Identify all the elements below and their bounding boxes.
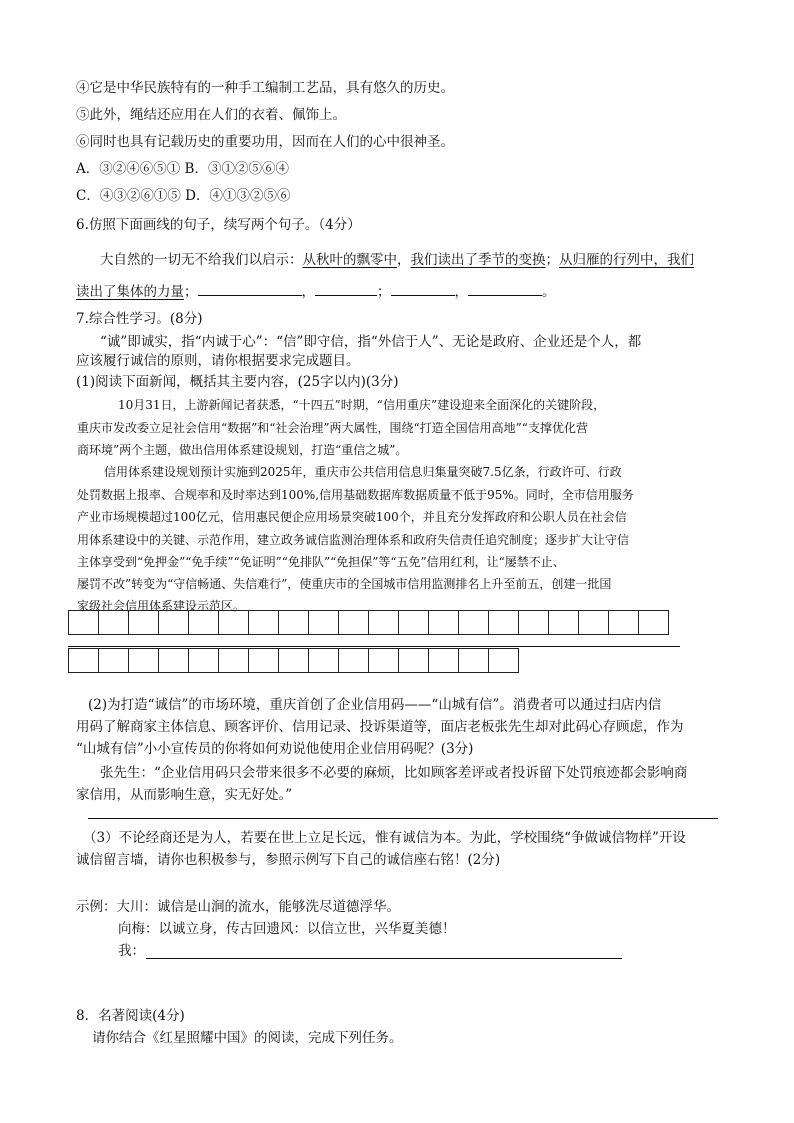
zhang-quote-1: 张先生：“企业信用码只会带来很多不必要的麻烦，比如顾客差评或者投诉留下处罚痕迹都会影响商: [100, 765, 688, 781]
q6-lead: 大自然的一切无不给我们以启示：: [100, 252, 303, 268]
answer-grid-row-2[interactable]: [68, 648, 519, 673]
q6-period: 。: [542, 284, 556, 300]
q7-sub2-line: “山城有信”小小宣传员的你将如何劝说他使用企业信用码呢？(3分): [76, 741, 474, 757]
my-motto-label: 我：: [118, 943, 145, 959]
news-line: 商环境”两个主题，做出信用体系建设规划，打造“重信之城”。: [77, 443, 408, 457]
news-line: 屡罚不改”转变为“守信畅通、失信难行”，使重庆市的全国城市信用监测排名上升至前五，创建一批国: [77, 577, 612, 591]
q7-intro-2: 应该履行诚信的原则，请你根据要求完成题目。: [76, 353, 360, 369]
q7-sub2-line: 用码了解商家主体信息、顾客评价、信用记录、投诉渠道等，面店老板张先生却对此码心存顾虑，作为: [76, 719, 684, 735]
answer-line-sub2[interactable]: [88, 818, 718, 819]
answer-blank-4[interactable]: [468, 283, 542, 296]
q6-underlined-4: 读出了集体的力量: [76, 284, 184, 300]
news-line: 家级社会信用体系建设示范区。: [77, 599, 246, 613]
news-line: 产业市场规模超过100亿元，信用惠民便企应用场景突破100个，并且充分发挥政府和公职人员在社会信: [77, 510, 627, 524]
example-2: 向梅：以诚立身，传古回遗风：以信立世，兴华夏美德！: [118, 921, 456, 937]
option-6: ⑥同时也具有记载历史的重要功用，因而在人们的心中很神圣。: [76, 134, 454, 150]
news-line: 主体享受到“免押金”“免手续”“免证明”“免排队”“免担保”等“五免”信用红利，让“屡禁不止、: [77, 555, 565, 569]
q7-sub1-title: (1)阅读下面新闻，概括其主要内容，(25字以内)(3分): [76, 374, 399, 390]
answer-blank-2[interactable]: [315, 283, 377, 296]
news-line: 用体系建设中的关键、示范作用，建立政务诚信监测治理体系和政府失信责任追究制度；逐步扩大让守信: [77, 533, 630, 547]
q6-comma-3: ，: [454, 284, 468, 300]
q6-comma-2: ，: [301, 284, 315, 300]
q6-underlined-3: 从归雁的行列中，我们: [559, 252, 694, 268]
option-4: ④它是中华民族特有的一种手工编制工艺品，具有悠久的历史。: [76, 80, 454, 96]
choice-c-d: C．④③②⑥①⑤ D．④①③②⑤⑥: [76, 188, 291, 204]
q8-instruction: 请你结合《红星照耀中国》的阅读，完成下列任务。: [92, 1030, 403, 1046]
q6-prompt-line-2: [76, 283, 556, 301]
q6-semicolon-3: ；: [377, 284, 391, 300]
zhang-quote-2: 家信用，从而影响生意，实无好处。”: [76, 787, 293, 803]
q6-semicolon-1: ；: [545, 252, 559, 268]
q6-underlined-1: 从秋叶的飘零中: [302, 252, 397, 268]
choice-a-b: A．③②④⑥⑤① B．③①②⑤⑥④: [76, 161, 289, 177]
news-line: 10月31日，上游新闻记者获悉，“十四五”时期，“信用重庆”建设迎来全面深化的关键阶段，: [118, 398, 606, 412]
q7-intro-1: “诚”即诚实，指“内诚于心”：“信”即守信，指“外信于人”、无论是政府、企业还是个人，都: [100, 334, 642, 350]
grid-divider: [68, 646, 680, 647]
q6-prompt-line-1: [100, 251, 694, 269]
q8-title: 8．名著阅读(4分): [76, 1008, 185, 1024]
q6-title: 6.仿照下面画线的句子，续写两个句子。（4分）: [76, 217, 361, 233]
q7-sub3-line-2: 诚信留言墙，请你也积极参与，参照示例写下自己的诚信座右铭！(2分): [76, 852, 501, 868]
news-line: 重庆市发改委立足社会信用“数据”和“社会治理”两大属性，围绕“打造全国信用高地”“支撑优化营: [77, 421, 588, 435]
example-1: 示例：大川：诚信是山涧的流水，能够洗尽道德浮华。: [76, 899, 400, 915]
q6-semicolon-2: ；: [184, 284, 198, 300]
q6-comma-1: ，: [397, 252, 411, 268]
news-line: 处罚数据上报率、合规率和及时率达到100%,信用基础数据库数据质量不低于95%。同时，全市信用服务: [77, 488, 634, 502]
answer-blank-1[interactable]: [198, 283, 302, 296]
q7-title: 7.综合性学习。(8分): [76, 311, 203, 327]
option-5: ⑤此外，绳结还应用在人们的衣着、佩饰上。: [76, 107, 346, 123]
q7-sub3-line-1: （3）不论经商还是为人，若要在世上立足长远，惟有诚信为本。为此，学校围绕“争做诚信物样”开设: [83, 830, 686, 846]
answer-blank-3[interactable]: [391, 283, 455, 296]
q6-underlined-2: 我们读出了季节的变换: [410, 252, 546, 268]
q7-sub2-line: (2)为打造“诚信”的市场环境，重庆首创了企业信用码——“山城有信”。消费者可以通过扫店内信: [88, 697, 662, 713]
answer-grid-row-1[interactable]: [68, 610, 669, 635]
news-line: 信用体系建设规划预计实施到2025年，重庆市公共信用信息归集量突破7.5亿条，行政许可、行政: [104, 465, 622, 479]
my-motto-answer-line[interactable]: [146, 958, 622, 959]
